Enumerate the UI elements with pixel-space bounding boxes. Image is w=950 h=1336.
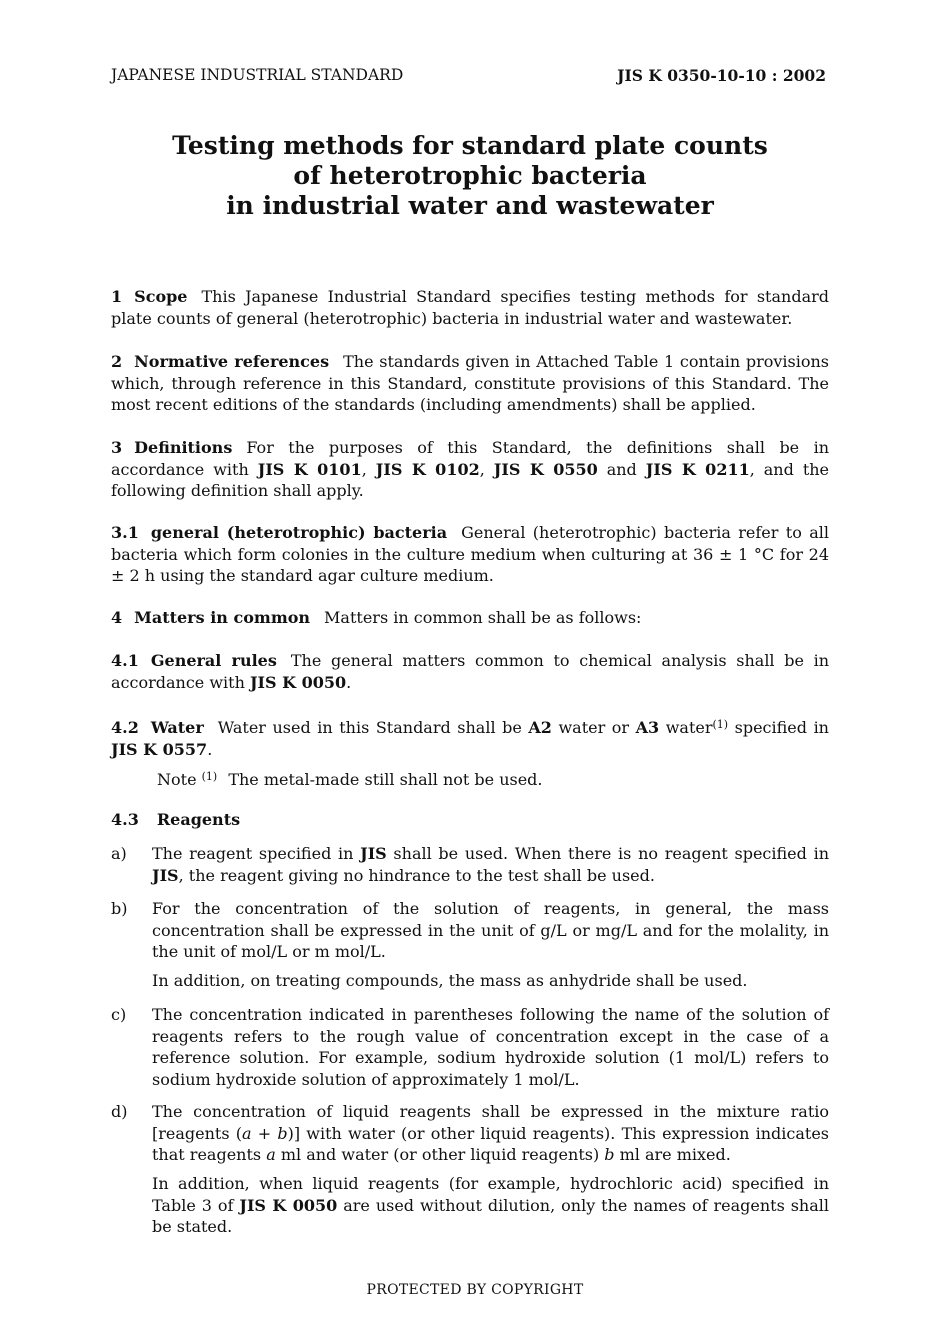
variable: b — [604, 1145, 615, 1164]
text-fragment: )] with water (or other liquid reagents). This expression indicates that reagents — [152, 1123, 830, 1164]
text-fragment: The reagent specified in — [152, 844, 361, 863]
list-item-label: a) — [111, 844, 127, 863]
text-fragment: . — [207, 739, 213, 759]
text-fragment: . — [346, 672, 352, 692]
text-fragment: shall be used. When there is no reagent specified in — [386, 844, 829, 863]
list-item-text: The concentration indicated in parentheses following the name of the solution of reagents refers to the rough value of concentration except in the case of a reference solution. For example, sodium hydroxide solution (1 mol/L) refers to sodium hydroxide solution of approximately 1 mol/L. — [152, 1005, 829, 1089]
title-line-2: of heterotrophic bacteria — [293, 161, 647, 190]
list-item-label: c) — [111, 1005, 127, 1024]
section-heading: Matters in common — [134, 608, 311, 627]
text-fragment: and — [597, 459, 646, 479]
section-text: General (heterotrophic) bacteria refer to all bacteria which form colonies in the culture medium when culturing at 36 ± 1 °C for 24 ± 2 h using the standard agar culture medium. — [111, 523, 829, 585]
standard-reference: JIS K 0101 — [257, 459, 362, 479]
note-reference: (1) — [712, 718, 729, 731]
text-fragment: water or — [551, 718, 636, 737]
standard-reference: JIS K 0050 — [239, 1195, 338, 1215]
water-grade: A2 — [528, 718, 552, 737]
section-number: 3 — [111, 438, 123, 457]
standard-reference: JIS K 0211 — [645, 459, 750, 479]
standard-reference: JIS — [360, 844, 387, 863]
section-text: For the purposes of this Standard, the definitions shall be in accordance with — [111, 438, 829, 479]
section-number: 2 — [111, 352, 123, 371]
section-number: 3.1 — [111, 523, 139, 542]
variable: a — [242, 1123, 252, 1143]
section-4-matters-in-common — [111, 607, 829, 629]
section-heading: Definitions — [134, 438, 233, 457]
list-item-text — [152, 843, 829, 886]
standard-reference: JIS K 0550 — [493, 459, 598, 479]
note-text: The metal-made still shall not be used. — [228, 770, 543, 789]
list-item-text — [152, 1101, 829, 1166]
section-heading: Reagents — [156, 810, 241, 829]
text-fragment: water — [659, 718, 713, 737]
standard-reference: JIS — [152, 865, 179, 885]
standard-reference: JIS K 0050 — [249, 672, 347, 692]
text-fragment: ml are mixed. — [614, 1145, 731, 1164]
water-grade: A3 — [635, 718, 660, 737]
list-item-b — [111, 898, 829, 963]
section-4-1-general-rules — [111, 650, 829, 693]
note-number: (1) — [201, 770, 218, 783]
list-item-label: b) — [111, 899, 128, 918]
section-4-3-reagents — [111, 809, 829, 831]
list-item-d-addition — [152, 1173, 829, 1238]
text-fragment: specified in — [728, 718, 829, 737]
section-number: 4.2 — [111, 718, 139, 737]
section-number: 1 — [111, 287, 123, 306]
list-item-d — [111, 1101, 829, 1166]
section-text: This Japanese Industrial Standard specifies testing methods for standard plate counts of general (heterotrophic) bacteria in industrial water and wastewater. — [111, 287, 829, 328]
header-standard-number: JIS K 0350-10-10 : 2002 — [617, 66, 826, 85]
document-title — [100, 131, 840, 221]
text-fragment: , and the following definition shall apply. — [111, 459, 830, 500]
header-standard-type: JAPANESE INDUSTRIAL STANDARD — [111, 66, 404, 84]
list-item-b-addition: In addition, on treating compounds, the mass as anhydride shall be used. — [152, 971, 748, 990]
section-number: 4.1 — [111, 651, 139, 670]
section-text: The standards given in Attached Table 1 contain provisions which, through reference in this Standard, constitute provisions of this Standard. The most recent editions of the standards (including amendments) shall be applied. — [111, 352, 829, 414]
page-header — [111, 66, 826, 88]
section-heading: general (heterotrophic) bacteria — [150, 523, 448, 542]
variable: a — [266, 1145, 276, 1164]
text-fragment: are used without dilution, only the names of reagents shall be stated. — [152, 1195, 830, 1236]
section-text: Water used in this Standard shall be — [217, 718, 529, 737]
note-label: Note — [157, 770, 197, 789]
section-heading: Normative references — [134, 352, 330, 371]
section-heading: Scope — [134, 287, 188, 306]
section-heading: General rules — [150, 651, 277, 670]
section-number: 4 — [111, 608, 123, 627]
copyright-footer: PROTECTED BY COPYRIGHT — [366, 1282, 584, 1298]
text-fragment: , — [361, 459, 376, 479]
text-fragment: + — [251, 1123, 278, 1143]
section-1-scope — [111, 286, 829, 329]
section-2-normative-references — [111, 351, 829, 416]
title-line-3: in industrial water and wastewater — [226, 191, 714, 220]
list-item-label: d) — [111, 1102, 128, 1121]
variable: b — [277, 1123, 288, 1143]
text-fragment: The concentration of liquid reagents shall be expressed in the mixture ratio [reagents ( — [152, 1102, 829, 1143]
section-number: 4.3 — [111, 810, 139, 829]
section-3-1-definition — [111, 522, 829, 587]
list-item-c — [111, 1004, 829, 1090]
standard-reference: JIS K 0102 — [375, 459, 480, 479]
title-line-1: Testing methods for standard plate counts — [172, 131, 768, 160]
text-fragment: In addition, when liquid reagents (for example, hydrochloric acid) specified in Table 3 of — [152, 1174, 829, 1215]
section-heading: Water — [150, 718, 204, 737]
text-fragment: ml and water (or other liquid reagents) — [275, 1145, 605, 1164]
note-1 — [157, 766, 543, 791]
text-fragment: , — [479, 459, 494, 479]
section-text: The general matters common to chemical analysis shall be in accordance with — [111, 651, 830, 692]
section-3-definitions — [111, 437, 829, 502]
section-4-2-water — [111, 714, 829, 760]
list-item-text: For the concentration of the solution of reagents, in general, the mass concentration shall be expressed in the unit of g/L or mg/L and for the molality, in the unit of mol/L or m mol/L. — [152, 899, 829, 961]
standard-reference: JIS K 0557 — [111, 739, 208, 759]
section-text: Matters in common shall be as follows: — [324, 608, 642, 627]
list-item-a — [111, 843, 829, 886]
text-fragment: , the reagent giving no hindrance to the test shall be used. — [178, 865, 655, 885]
